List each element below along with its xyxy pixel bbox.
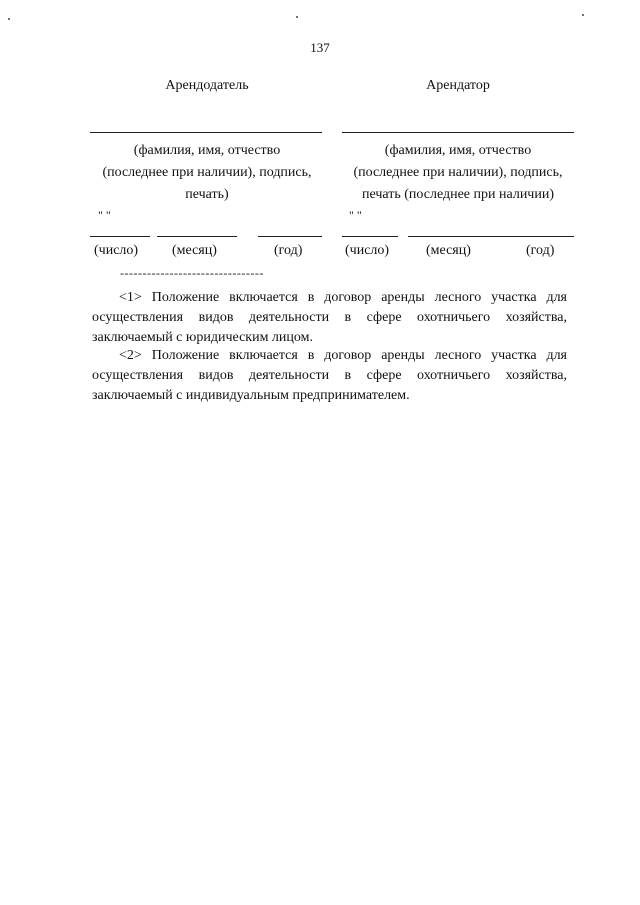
- caption-line: (последнее при наличии), подпись,: [102, 165, 312, 180]
- lessee-signature-caption: [330, 140, 586, 206]
- lessor-title: Арендодатель: [165, 78, 249, 93]
- lessee-day-label: (число): [345, 243, 390, 258]
- caption-line: (фамилия, имя, отчество: [384, 143, 532, 158]
- lessor-day-line: [90, 236, 150, 237]
- lessor-signature-line: [90, 132, 322, 133]
- scan-speck: [296, 16, 298, 18]
- page-number: 137: [310, 40, 330, 55]
- lessor-date-quote: " ": [98, 208, 111, 222]
- lessee-day-line: [342, 236, 398, 237]
- lessor-signature-caption: [82, 140, 332, 206]
- footnote-2: <2> Положение включается в договор аренды лесного участка для осуществления видов деятельности в сфере охотничьего хозяйства, заключаемый с индивидуальным предпринимателем.: [92, 348, 567, 403]
- footnote-separator: --------------------------------: [120, 266, 264, 280]
- lessee-signature-line: [342, 132, 574, 133]
- footnote-1: <1> Положение включается в договор аренды лесного участка для осуществления видов деятельности в сфере охотничьего хозяйства, заключаемый с юридическим лицом.: [92, 290, 567, 345]
- caption-line: (фамилия, имя, отчество: [133, 143, 281, 158]
- caption-line: печать (последнее при наличии): [361, 187, 554, 202]
- caption-line: (последнее при наличии), подпись,: [353, 165, 563, 180]
- lessor-year-label: (год): [274, 243, 303, 258]
- lessee-month-label: (месяц): [426, 243, 471, 258]
- lessee-date-quote: " ": [349, 208, 362, 222]
- lessee-month-year-line: [408, 236, 574, 237]
- scan-speck: [582, 14, 584, 16]
- caption-line: печать): [185, 187, 229, 202]
- lessor-month-line: [157, 236, 237, 237]
- scan-speck: [8, 18, 10, 20]
- lessor-day-label: (число): [94, 243, 139, 258]
- lessor-month-label: (месяц): [172, 243, 217, 258]
- lessee-title: Арендатор: [426, 78, 490, 93]
- lessee-year-label: (год): [526, 243, 555, 258]
- lessor-year-line: [258, 236, 322, 237]
